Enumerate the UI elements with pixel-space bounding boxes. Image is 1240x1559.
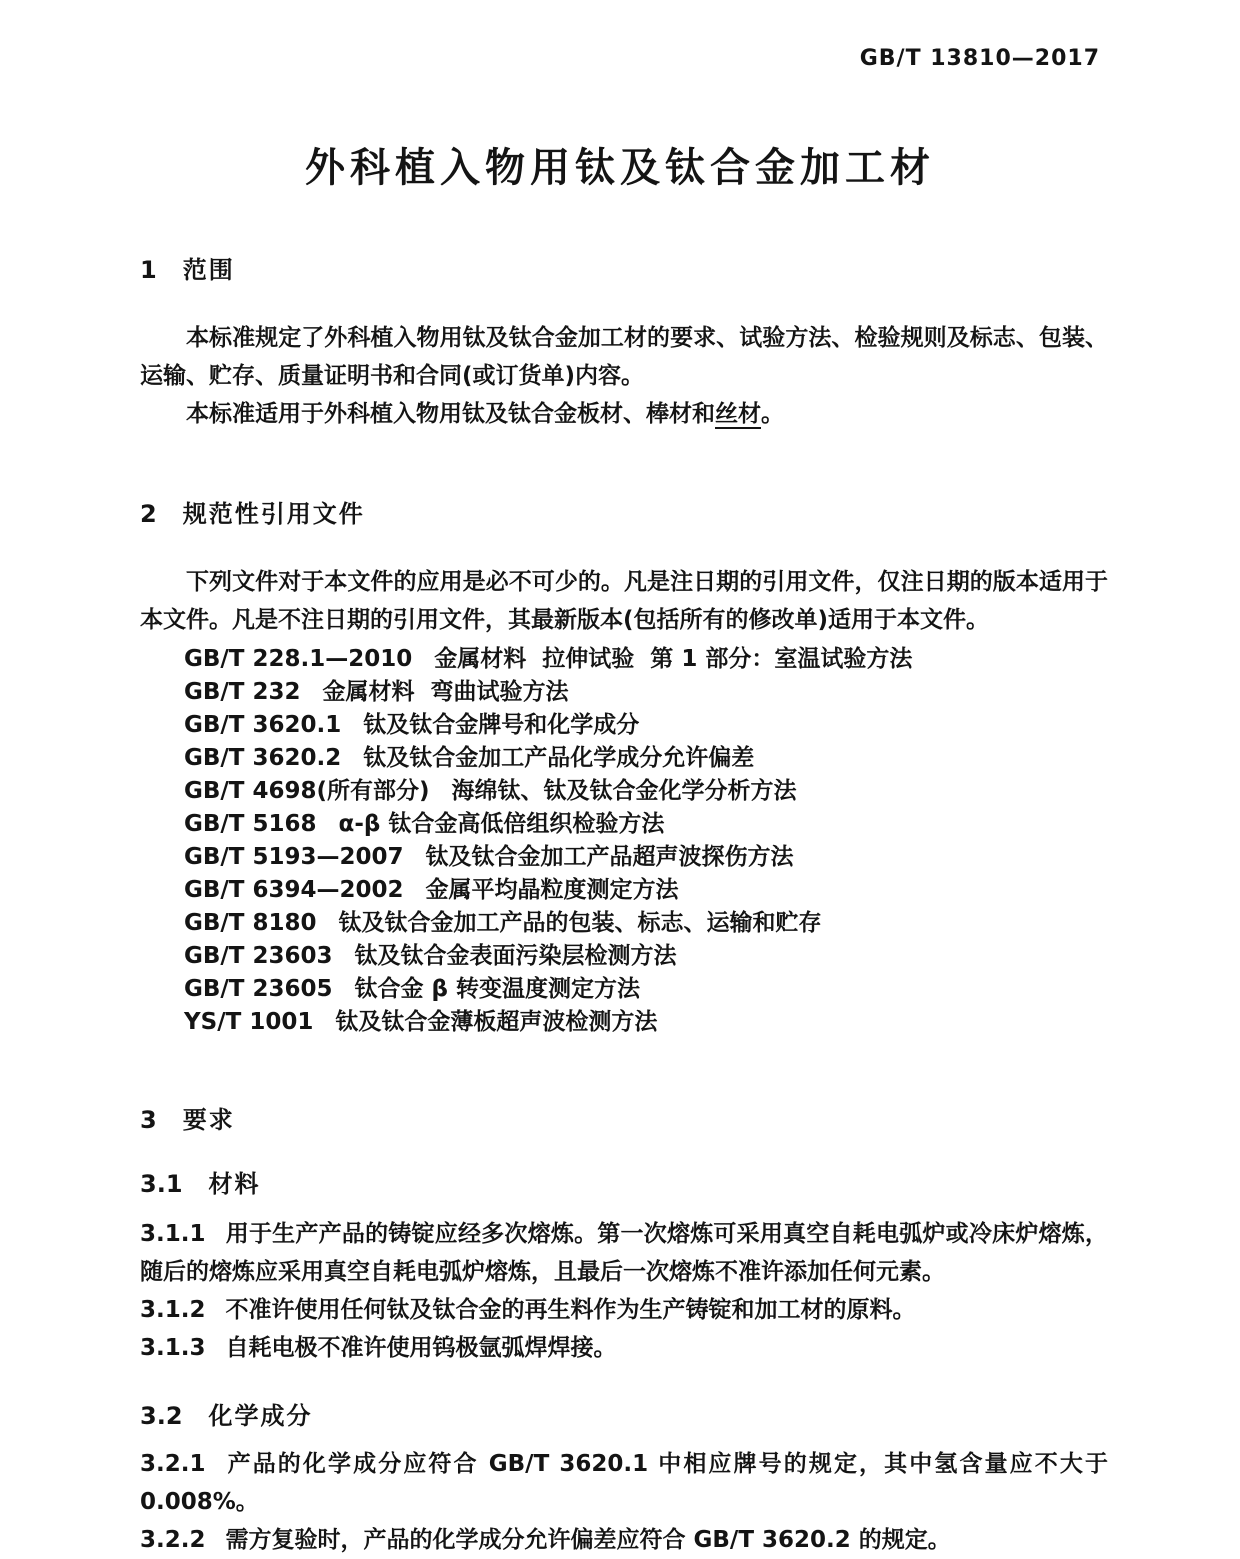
clause-3-1-1 [140,1215,1108,1291]
reference-code: GB/T 23603 [184,943,333,969]
clause-3-2-1 [140,1445,1108,1521]
reference-item [184,940,1108,973]
scope-paragraph-2-underlined-word: 丝材 [715,401,761,427]
reference-code: GB/T 6394—2002 [184,877,404,903]
scope-paragraph-1: 本标准规定了外科植入物用钛及钛合金加工材的要求、试验方法、检验规则及标志、包装、运输、贮存、质量证明书和合同(或订货单)内容。 [140,325,1108,389]
reference-title: 金属平均晶粒度测定方法 [425,877,679,903]
reference-code: GB/T 4698(所有部分) [184,778,430,804]
clause-3-2-2-text: 需方复验时，产品的化学成分允许偏差应符合 GB/T 3620.2 的规定。 [225,1527,951,1553]
section-2-title: 规范性引用文件 [182,500,365,528]
clause-3-1-1-number: 3.1.1 [140,1221,206,1247]
clause-3-2-2-number: 3.2.2 [140,1527,206,1553]
clause-3-2-1-text: 产品的化学成分应符合 GB/T 3620.1 中相应牌号的规定，其中氢含量应不大于 0.008%。 [140,1451,1108,1515]
doc-number: GB/T 13810—2017 [859,46,1100,71]
scope-paragraph-2-text: 本标准适用于外科植入物用钛及钛合金板材、棒材和 [186,401,715,427]
reference-code: GB/T 5193—2007 [184,844,404,870]
scope-paragraph-2 [140,395,1108,433]
clause-3-1-2-number: 3.1.2 [140,1297,206,1323]
section-1-heading [140,255,1108,285]
reference-item [184,973,1108,1006]
reference-title: 金属材料 拉伸试验 第 1 部分：室温试验方法 [434,646,913,672]
section-3-1-number: 3.1 [140,1170,183,1198]
reference-code: GB/T 3620.1 [184,712,342,738]
reference-title: α-β 钛合金高低倍组织检验方法 [338,811,665,837]
clause-3-2-2 [140,1521,1108,1559]
clause-3-2-1-number: 3.2.1 [140,1451,206,1477]
section-3-2-heading [140,1401,1108,1431]
reference-item [184,775,1108,808]
reference-item [184,1006,1108,1039]
section-3-heading [140,1105,1108,1135]
clause-3-1-3-number: 3.1.3 [140,1335,206,1361]
section-3-number: 3 [140,1106,157,1134]
document-content [0,255,1240,1559]
reference-title: 钛合金 β 转变温度测定方法 [354,976,641,1002]
reference-title: 钛及钛合金牌号和化学成分 [363,712,640,738]
section-3-title: 要求 [182,1106,235,1134]
clause-3-1-3-text: 自耗电极不准许使用钨极氩弧焊焊接。 [225,1335,617,1361]
reference-item [184,874,1108,907]
reference-title: 钛及钛合金薄板超声波检测方法 [335,1009,658,1035]
reference-item [184,907,1108,940]
reference-code: GB/T 232 [184,679,301,705]
section-1-number: 1 [140,256,157,284]
materials-clauses [140,1215,1108,1367]
reference-title: 钛及钛合金表面污染层检测方法 [354,943,677,969]
clause-3-1-2 [140,1291,1108,1329]
reference-code: GB/T 23605 [184,976,333,1002]
clause-3-1-2-text: 不准许使用任何钛及钛合金的再生料作为生产铸锭和加工材的原料。 [225,1297,916,1323]
normative-references-list [140,643,1108,1039]
section-3-1-heading [140,1169,1108,1199]
reference-code: GB/T 8180 [184,910,317,936]
section-1-title: 范围 [182,256,235,284]
reference-item [184,709,1108,742]
reference-code: GB/T 228.1—2010 [184,646,413,672]
reference-title: 金属材料 弯曲试验方法 [322,679,569,705]
scope-paragraph-2-period: 。 [761,401,784,427]
clause-3-1-3 [140,1329,1108,1367]
chemical-composition-clauses [140,1445,1108,1559]
reference-title: 海绵钛、钛及钛合金化学分析方法 [451,778,797,804]
reference-title: 钛及钛合金加工产品的包装、标志、运输和贮存 [338,910,822,936]
reference-item [184,676,1108,709]
section-3-1-title: 材料 [208,1170,261,1198]
reference-item [184,841,1108,874]
reference-code: GB/T 3620.2 [184,745,342,771]
reference-title: 钛及钛合金加工产品化学成分允许偏差 [363,745,755,771]
section-3-2-title: 化学成分 [208,1402,313,1430]
references-intro-paragraph: 下列文件对于本文件的应用是必不可少的。凡是注日期的引用文件，仅注日期的版本适用于本文件。凡是不注日期的引用文件，其最新版本(包括所有的修改单)适用于本文件。 [140,569,1108,633]
reference-item [184,643,1108,676]
reference-item [184,742,1108,775]
reference-title: 钛及钛合金加工产品超声波探伤方法 [425,844,794,870]
reference-code: GB/T 5168 [184,811,317,837]
section-3-2-number: 3.2 [140,1402,183,1430]
reference-item [184,808,1108,841]
reference-code: YS/T 1001 [184,1009,314,1035]
clause-3-1-1-text: 用于生产产品的铸锭应经多次熔炼。第一次熔炼可采用真空自耗电弧炉或冷床炉熔炼，随后的熔炼应采用真空自耗电弧炉熔炼，且最后一次熔炼不准许添加任何元素。 [140,1221,1108,1285]
section-2-heading [140,499,1108,529]
doc-title: 外科植入物用钛及钛合金加工材 [305,145,935,191]
section-2-number: 2 [140,500,157,528]
